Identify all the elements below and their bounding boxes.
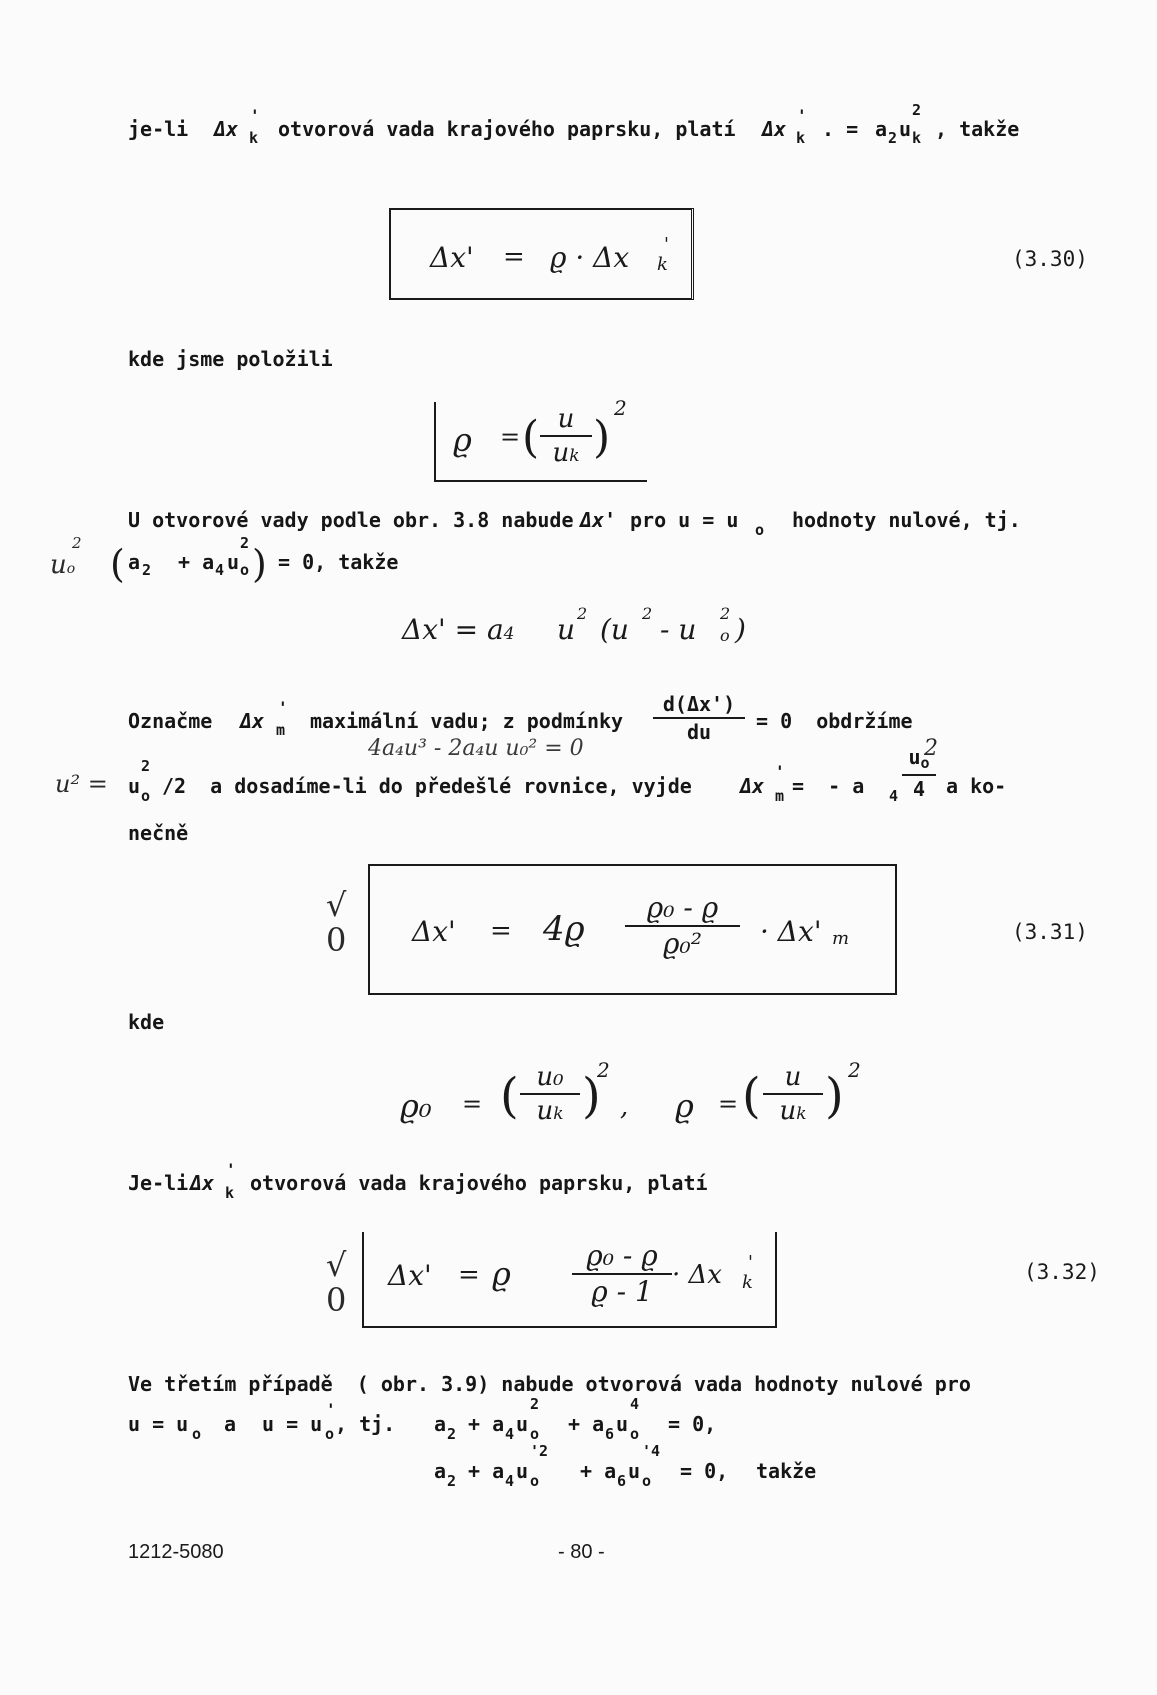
text-line-7: nečně: [128, 821, 189, 845]
subscript: m: [775, 787, 785, 805]
paren-close: ): [593, 412, 611, 463]
text-u-eq-u0: u = u: [128, 1412, 189, 1436]
eq-dx-lhs: [402, 613, 515, 646]
footer-document-code: 1212-5080: [128, 1541, 224, 1563]
subscript: k: [249, 129, 259, 147]
prime-mark: ': [775, 762, 785, 781]
derivative-denominator: du: [686, 720, 712, 744]
text-line-8: kde: [128, 1010, 165, 1034]
text-otvorova: otvorová vada krajového paprsku, platí: [250, 1171, 708, 1195]
symbol-u: u: [616, 1412, 629, 1436]
text-plus-a4: + a: [468, 1412, 505, 1436]
margin-note-sup: 2: [72, 534, 82, 552]
fraction-bar: [763, 1093, 823, 1095]
symbol-a: a: [875, 117, 888, 141]
paren-close: ): [825, 1068, 844, 1124]
rho0-denominator: [536, 1098, 563, 1124]
eq-dx-sub3: o: [720, 626, 730, 645]
superscript: '4: [642, 1442, 661, 1460]
rho0-lhs: ϱ₀: [400, 1087, 432, 1125]
symbol-delta-x: Δx: [214, 117, 239, 141]
eq-rhs-subscript: k: [742, 1272, 753, 1293]
eq-dx-close: ): [735, 613, 746, 646]
eq-rhs: · Δx: [672, 1260, 722, 1290]
rho-equals: =: [718, 1090, 739, 1118]
symbol-a2: a: [434, 1412, 447, 1436]
paren-close: ): [252, 542, 267, 586]
eq-rhs: ϱ · Δx: [550, 241, 630, 274]
text-otvorova: otvorová vada krajového paprsku, platí: [278, 117, 736, 141]
check-mark-3-32: √ 0: [326, 1246, 347, 1320]
handwritten-note-derivative: 4a₄u³ - 2a₄u u₀² = 0: [368, 736, 584, 761]
subscript: o: [755, 521, 765, 539]
rho-fraction-2: [763, 1064, 823, 1124]
paren-open: (: [500, 1068, 519, 1124]
text-jeli: je-li: [128, 117, 189, 141]
num-u: u: [908, 745, 921, 769]
subscript: 2: [447, 1425, 457, 1443]
rho-equals: =: [500, 423, 521, 451]
eq-dx-sub: 4: [503, 624, 515, 644]
subscript: 6: [605, 1425, 615, 1443]
rho-numerator: u: [557, 404, 575, 434]
symbol-delta-x: Δx: [740, 774, 765, 798]
subscript: 4: [215, 561, 225, 579]
subscript: k: [225, 1184, 235, 1202]
subscript: o: [642, 1472, 652, 1490]
text-takze: , takže: [935, 117, 1020, 141]
equation-number-3-32: (3.32): [1024, 1260, 1100, 1284]
eq-denominator: ϱ₀²: [663, 927, 702, 960]
eq-numerator: ϱ₀ - ϱ: [646, 891, 719, 924]
rho-fraction: [540, 406, 592, 466]
symbol-u: u: [516, 1412, 529, 1436]
eq-numerator: ϱ₀ - ϱ: [586, 1239, 658, 1272]
subscript: 2: [447, 1472, 457, 1490]
subscript: 6: [617, 1472, 627, 1490]
derivative-fraction: [653, 694, 745, 742]
text-equals-zero: = 0, takže: [278, 550, 399, 574]
superscript: 2: [240, 534, 250, 552]
num-sub: o: [920, 754, 930, 772]
text-a: a: [224, 1412, 237, 1436]
text-plus-a6: + a: [580, 1459, 617, 1483]
text-u-otvorove: U otvorové vady podle obr. 3.8 nabude: [128, 508, 574, 532]
prime-mark: ': [326, 1400, 336, 1419]
paren-close: ): [582, 1068, 601, 1124]
eq-dx-minus-u: - u: [660, 613, 697, 646]
eq-coefficient: ϱ: [492, 1255, 511, 1293]
prime-mark: ': [278, 698, 288, 717]
eq-rhs-subscript: m: [832, 928, 850, 949]
eq-dx-text: Δx' = a: [402, 613, 504, 646]
eq-fraction: [625, 891, 740, 960]
den-subscript: k: [569, 446, 580, 466]
symbol-a: a: [128, 550, 141, 574]
subscript: o: [141, 787, 151, 805]
paren-open: (: [522, 412, 540, 463]
subscript: 4: [505, 1425, 515, 1443]
subscript: 2: [888, 129, 898, 147]
rho-exponent: 2: [848, 1058, 861, 1082]
symbol-u: u: [128, 774, 141, 798]
rho0-exponent: 2: [597, 1058, 610, 1082]
fraction-bar: [653, 717, 745, 719]
margin-u: u: [50, 550, 67, 580]
symbol-delta-x: Δx: [190, 1171, 215, 1195]
eq-dx-sup3: 2: [720, 604, 731, 623]
eq-rhs-prime: ': [748, 1252, 753, 1273]
subscript: o: [530, 1472, 540, 1490]
text-equals: . =: [822, 117, 859, 141]
prime-mark: ': [797, 106, 807, 125]
subscript: 2: [142, 561, 152, 579]
text-line-10: Ve třetím případě ( obr. 3.9) nabude otvorová vada hodnoty nulové pro: [128, 1372, 971, 1396]
text-line-2: kde jsme položili: [128, 347, 333, 371]
rho0-equals: =: [462, 1090, 483, 1118]
symbol-delta-x-prime: Δx': [580, 508, 617, 532]
handwritten-exponent: 2: [924, 736, 938, 761]
den-sub: k: [553, 1104, 564, 1124]
fraction-bar: [902, 774, 936, 776]
text-dosadime: /2 a dosadíme-li do předešlé rovnice, vyjde: [162, 774, 692, 798]
superscript: 4: [630, 1395, 640, 1413]
eq-equals: =: [490, 916, 512, 946]
prime-mark: ': [226, 1160, 236, 1179]
text-hodnoty: hodnoty nulové, tj.: [792, 508, 1021, 532]
eq-rhs: · Δx': [760, 915, 822, 948]
text-plus-a4: + a: [468, 1459, 505, 1483]
equation-number-3-31: (3.31): [1012, 920, 1088, 944]
eq-dx-u: u: [557, 613, 576, 646]
eq-denominator: ϱ - 1: [591, 1275, 653, 1308]
text-obdrzime: = 0 obdržíme: [756, 709, 913, 733]
margin-note-u2: u² =: [55, 770, 108, 798]
subscript: o: [630, 1425, 640, 1443]
subscript: 4: [505, 1472, 515, 1490]
margin-note-u0sq: [50, 552, 75, 578]
text-plus-a6: + a: [568, 1412, 605, 1436]
eq-dx-sup2: 2: [642, 604, 653, 623]
eq-equals: =: [503, 242, 525, 272]
subscript: k: [796, 129, 806, 147]
eq-equals: =: [458, 1260, 480, 1290]
eq-rhs-subscript: k: [657, 254, 668, 275]
subscript: k: [912, 129, 922, 147]
eq-fraction: [572, 1239, 672, 1308]
rho0-fraction: [520, 1064, 580, 1124]
subscript: o: [192, 1425, 202, 1443]
rho0-numerator: u₀: [536, 1062, 564, 1092]
text-maximalni: maximální vadu; z podmínky: [310, 709, 624, 733]
footer-page-number: - 80 -: [558, 1541, 605, 1563]
check-mark-3-31: √ 0: [326, 886, 347, 960]
eq-dx-paren-u: (u: [600, 613, 629, 646]
fraction-bar: [520, 1093, 580, 1095]
eq-lhs: Δx': [412, 915, 456, 948]
symbol-u: u: [628, 1459, 641, 1483]
eq-dx-sup1: 2: [577, 604, 588, 623]
text-equals-zero: = 0,: [680, 1459, 729, 1483]
text-jeli: Je-li: [128, 1171, 189, 1195]
text-equals-zero: = 0,: [668, 1412, 717, 1436]
rho-lhs: ϱ: [453, 421, 472, 459]
text-pro-u: pro u = u: [630, 508, 739, 532]
den-u: u: [552, 438, 570, 468]
symbol-u: u: [227, 550, 240, 574]
rho-lhs: ϱ: [675, 1087, 694, 1125]
text-a-ko: a ko-: [946, 774, 1007, 798]
eq-coefficient: 4ϱ: [543, 909, 585, 949]
den-sub: k: [796, 1104, 807, 1124]
superscript: '2: [530, 1442, 549, 1460]
symbol-delta-x: Δx: [762, 117, 787, 141]
superscript: 2: [141, 757, 151, 775]
derivative-numerator: d(Δx'): [662, 692, 736, 716]
subscript: o: [325, 1425, 335, 1443]
rho-numerator: u: [784, 1062, 802, 1092]
symbol-u: u: [516, 1459, 529, 1483]
text-plus-a: + a: [178, 550, 215, 574]
paren-open: (: [110, 542, 125, 586]
eq-lhs: Δx': [430, 241, 474, 274]
superscript: 2: [530, 1395, 540, 1413]
text-minus-a: = - a: [792, 774, 865, 798]
text-tj: , tj.: [335, 1412, 396, 1436]
rho-exponent: 2: [614, 396, 627, 420]
text-u-eq-u0-prime: u = u: [262, 1412, 323, 1436]
symbol-u: u: [899, 117, 912, 141]
margin-sub: o: [66, 561, 76, 577]
frac-denominator: 4: [912, 777, 926, 801]
subscript: o: [530, 1425, 540, 1443]
symbol-a2: a: [434, 1459, 447, 1483]
text-oznacme: Označme: [128, 709, 213, 733]
fraction-bar: [540, 435, 592, 437]
separator-comma: ,: [620, 1092, 629, 1122]
rho-denominator: [779, 1098, 806, 1124]
subscript: m: [276, 721, 286, 739]
eq-lhs: Δx': [388, 1259, 432, 1292]
text-takze: takže: [756, 1459, 817, 1483]
symbol-delta-x: Δx: [240, 709, 265, 733]
rho-denominator: [552, 440, 579, 466]
paren-open: (: [742, 1068, 761, 1124]
subscript: 4: [889, 787, 899, 805]
den-u: u: [779, 1096, 797, 1126]
equation-number-3-30: (3.30): [1012, 247, 1088, 271]
subscript: o: [240, 561, 250, 579]
superscript: 2: [912, 101, 922, 119]
prime-mark: ': [250, 106, 260, 125]
den-u: u: [536, 1096, 554, 1126]
eq-rhs-prime: ': [664, 234, 669, 255]
